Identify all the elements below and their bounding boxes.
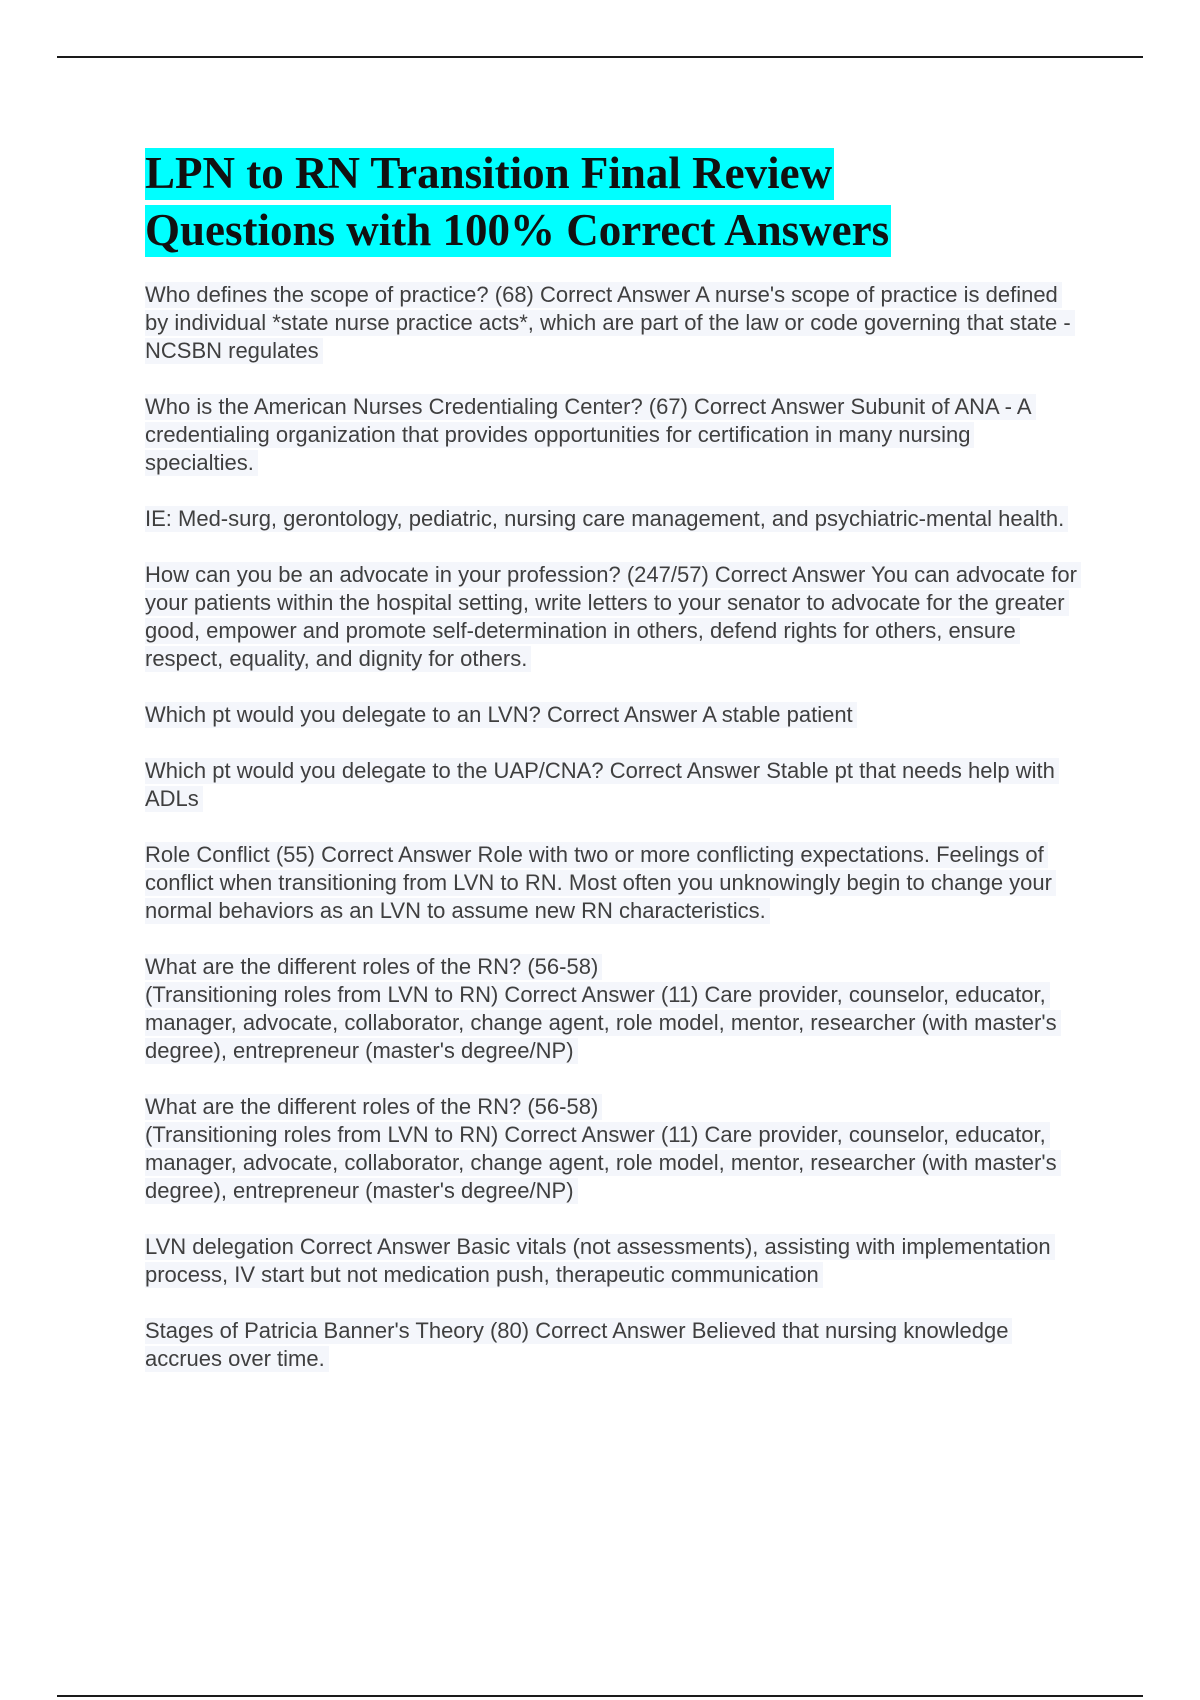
document-body: [145, 145, 1080, 1401]
qa-specialties-example: IE: Med-surg, gerontology, pediatric, nursing care management, and psychiatric-mental health.: [145, 505, 1080, 533]
top-rule: [57, 56, 1143, 58]
qa-rn-roles-2-question: What are the different roles of the RN? (56-58): [145, 1094, 602, 1120]
title-line-1: LPN to RN Transition Final Review: [145, 148, 833, 198]
qa-role-conflict: Role Conflict (55) Correct Answer Role with two or more conflicting expectations. Feelings of conflict when transitioning from LVN to RN. Most often you unknowingly begin to change your normal behaviors as an LVN to assume new RN characteristics.: [145, 841, 1080, 925]
qa-rn-roles-2: [145, 1093, 1080, 1205]
qa-rn-roles-2-answer: (Transitioning roles from LVN to RN) Correct Answer (11) Care provider, counselor, educator, manager, advocate, collaborator, change agent, role model, mentor, researcher (with master's degree), entrepreneur (master's degree/NP): [145, 1122, 1061, 1204]
qa-rn-roles-1-question: What are the different roles of the RN? (56-58): [145, 954, 602, 980]
qa-scope-of-practice: Who defines the scope of practice? (68) Correct Answer A nurse's scope of practice is defined by individual *state nurse practice acts*, which are part of the law or code governing that state - NCSBN regulates: [145, 281, 1080, 365]
qa-rn-roles-1: [145, 953, 1080, 1065]
bottom-rule: [57, 1695, 1143, 1697]
document-title: [145, 145, 1080, 259]
qa-advocate: How can you be an advocate in your profession? (247/57) Correct Answer You can advocate for your patients within the hospital setting, write letters to your senator to advocate for the greater good, empower and promote self-determination in others, defend rights for others, ensure respect, equality, and dignity for others.: [145, 561, 1080, 673]
title-line-2: Questions with 100% Correct Answers: [145, 205, 890, 255]
qa-delegate-uap: Which pt would you delegate to the UAP/CNA? Correct Answer Stable pt that needs help with ADLs: [145, 757, 1080, 813]
qa-rn-roles-1-answer: (Transitioning roles from LVN to RN) Correct Answer (11) Care provider, counselor, educator, manager, advocate, collaborator, change agent, role model, mentor, researcher (with master's degree), entrepreneur (master's degree/NP): [145, 982, 1061, 1064]
qa-lvn-delegation: LVN delegation Correct Answer Basic vitals (not assessments), assisting with implementation process, IV start but not medication push, therapeutic communication: [145, 1233, 1080, 1289]
qa-ancc: Who is the American Nurses Credentialing Center? (67) Correct Answer Subunit of ANA - A credentialing organization that provides opportunities for certification in many nursing specialties.: [145, 393, 1080, 477]
qa-delegate-lvn: Which pt would you delegate to an LVN? Correct Answer A stable patient: [145, 701, 1080, 729]
qa-banner-theory: Stages of Patricia Banner's Theory (80) Correct Answer Believed that nursing knowledge accrues over time.: [145, 1317, 1080, 1373]
